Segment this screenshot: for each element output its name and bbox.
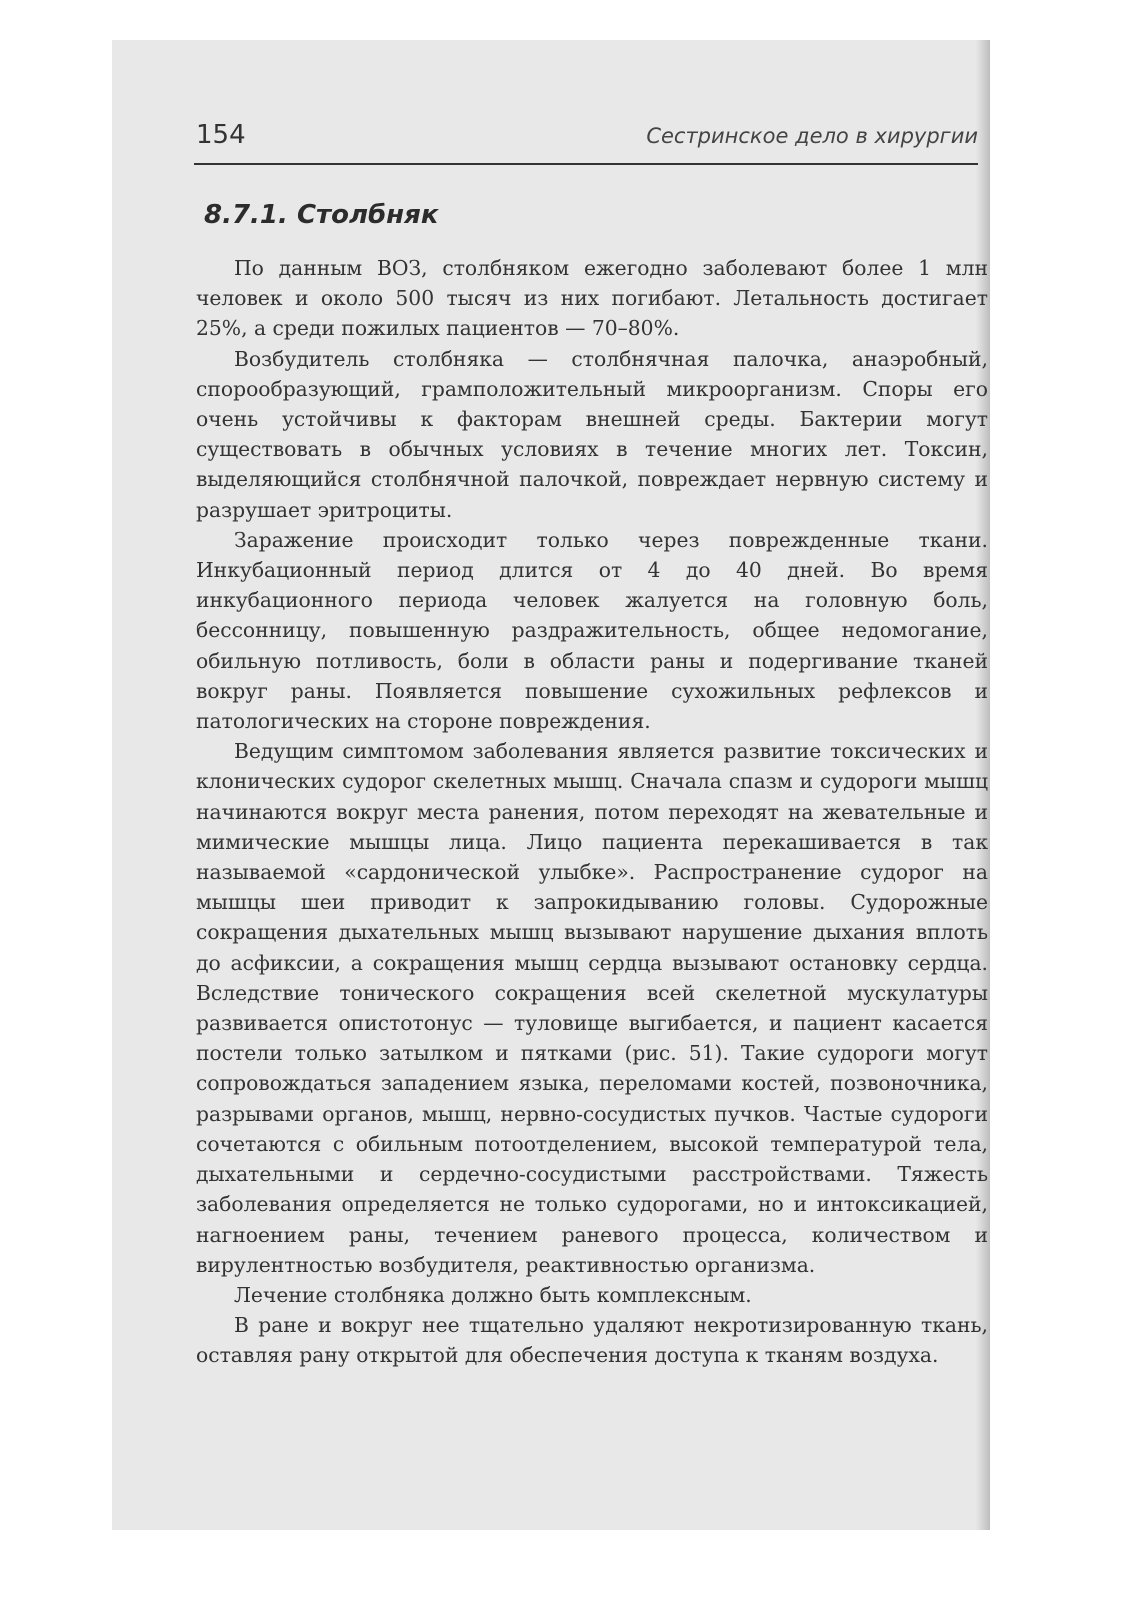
scanned-page [112, 40, 990, 1530]
section-title: 8.7.1. Столбняк [204, 200, 439, 230]
paragraph: По данным ВОЗ, столбняком ежегодно заболевают более 1 млн человек и около 500 тысяч из них погибают. Летальность достигает 25%, а среди пожилых пациентов — 70–80%. [196, 256, 988, 341]
paragraph: Заражение происходит только через поврежденные ткани. Инкубационный период длится от 4 до 40 дней. Во время инкубационного периода человек жалуется на головную боль, бессонницу, повышенную раздражительность, общее недомогание, обильную потливость, боли в области раны и подергивание тканей вокруг раны. Появляется повышение сухожильных рефлексов и патологических на стороне повреждения. [196, 527, 988, 734]
body-text [196, 253, 988, 1371]
header-rule [194, 163, 978, 165]
page-number: 154 [196, 120, 246, 150]
paragraph: Лечение столбняка должно быть комплексным. [234, 1282, 752, 1307]
running-title: Сестринское дело в хирургии [646, 124, 978, 148]
paragraph: В ране и вокруг нее тщательно удаляют некротизированную ткань, оставляя рану открытой для обеспечения доступа к тканям воздуха. [196, 1313, 988, 1368]
paragraph: Возбудитель столбняка — столбнячная палочка, анаэробный, спорообразующий, грамположительный микроорганизм. Споры его очень устойчивы к факторам внешней среды. Бактерии могут существовать в обычных условиях в течение многих лет. Токсин, выделяющийся столбнячной палочкой, повреждает нервную систему и разрушает эритроциты. [196, 346, 988, 522]
paragraph: Ведущим симптомом заболевания является развитие токсических и клонических судорог скелетных мышц. Сначала спазм и судороги мышц начинаются вокруг места ранения, потом переходят на жевательные и мимические мышцы лица. Лицо пациента перекашивается в так называемой «сардонической улыбке». Распространение судорог на мышцы шеи приводит к запрокидыванию головы. Судорожные сокращения дыхательных мышц вызывают нарушение дыхания вплоть до асфиксии, а сокращения мышц сердца вызывают остановку сердца. Вследствие тонического сокращения всей скелетной мускулатуры развивается опистотонус — туловище выгибается, и пациент касается постели только затылком и пятками (рис. 51). Такие судороги могут сопровождаться западением языка, переломами костей, позвоночника, разрывами органов, мышц, нервно-сосудистых пучков. Частые судороги сочетаются с обильным потоотделением, высокой температурой тела, дыхательными и сердечно-сосудистыми расстройствами. Тяжесть заболевания определяется не только судорогами, но и интоксикацией, нагноением раны, течением раневого процесса, количеством и вирулентностью возбудителя, реактивностью организма. [196, 739, 988, 1277]
